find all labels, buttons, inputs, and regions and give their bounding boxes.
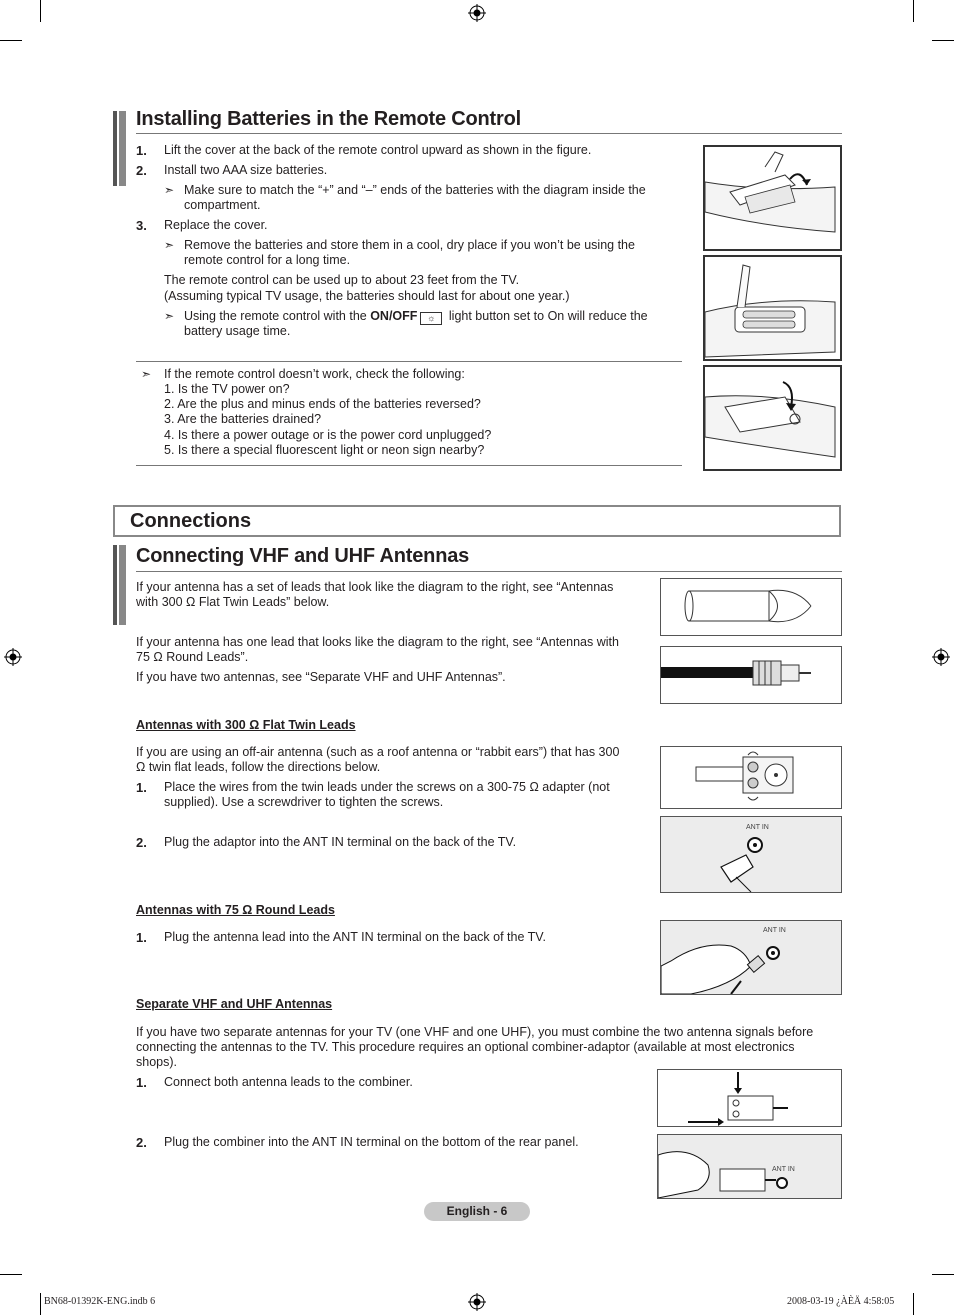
registration-mark-icon [4, 648, 22, 666]
arrow-note-icon: ➣ [164, 309, 175, 323]
crop-mark [932, 40, 954, 41]
note-text: Remove the batteries and store them in a cool, dry place if you won’t be using the [184, 238, 635, 252]
remote-cover-close-figure [703, 365, 842, 471]
title-rule [136, 571, 842, 572]
intro-text: If your antenna has one lead that looks like the diagram to the right, see “Antennas with [136, 635, 619, 649]
note-text: Make sure to match the “+” and “–” ends of the batteries with the diagram inside the [184, 183, 646, 197]
section-marker [119, 111, 126, 186]
note-text: Using the remote control with the ON/OFF ☼ light button set to On will reduce the [184, 309, 648, 323]
check-item: 3. Are the batteries drained? [164, 412, 322, 426]
adapter-ant-in-figure [660, 816, 842, 893]
body-text: connecting the antennas to the TV. This procedure requires an optional combiner-adaptor (available at most electronics [136, 1040, 795, 1054]
check-item: 1. Is the TV power on? [164, 382, 290, 396]
arrow-note-icon: ➣ [164, 238, 175, 252]
note-text: compartment. [184, 198, 261, 212]
page-number: English - 6 [424, 1202, 530, 1221]
check-rule-top [136, 361, 682, 362]
body-text: Ω twin flat leads, follow the directions below. [136, 760, 381, 774]
section-marker [119, 545, 126, 625]
step-text: Plug the antenna lead into the ANT IN terminal on the back of the TV. [164, 930, 546, 944]
step-text: Install two AAA size batteries. [164, 163, 328, 177]
check-intro: If the remote control doesn’t work, check the following: [164, 367, 465, 381]
body-text: shops). [136, 1055, 177, 1069]
intro-text: If you have two antennas, see “Separate VHF and UHF Antennas”. [136, 670, 506, 684]
section-marker [113, 545, 117, 625]
crop-mark [40, 0, 41, 22]
step-text: Replace the cover. [164, 218, 268, 232]
crop-mark [913, 1293, 914, 1315]
note-text: battery usage time. [184, 324, 291, 338]
check-item: 2. Are the plus and minus ends of the batteries reversed? [164, 397, 481, 411]
ant-in-label: ANT IN [746, 824, 769, 831]
arrow-note-icon: ➣ [141, 367, 152, 381]
note-text: remote control for a long time. [184, 253, 351, 267]
crop-mark [40, 1293, 41, 1315]
light-bulb-icon: ☼ [420, 312, 442, 325]
intro-text: with 300 Ω Flat Twin Leads” below. [136, 595, 330, 609]
remote-cover-open-figure [703, 145, 842, 251]
combiner-ant-in-figure [657, 1134, 842, 1199]
round-ant-in-figure [660, 920, 842, 995]
intro-text: If your antenna has a set of leads that look like the diagram to the right, see “Antennas [136, 580, 614, 594]
remote-batteries-figure [703, 255, 842, 361]
step-text: Lift the cover at the back of the remote control upward as shown in the figure. [164, 143, 592, 157]
intro-text: 75 Ω Round Leads”. [136, 650, 249, 664]
batteries-title: Installing Batteries in the Remote Control [136, 108, 521, 130]
step-number: 2. [136, 163, 147, 178]
crop-mark [932, 1274, 954, 1275]
combiner-figure [657, 1069, 842, 1127]
step-text: Place the wires from the twin leads under the screws on a 300-75 Ω adapter (not [164, 780, 610, 794]
title-rule [136, 133, 842, 134]
body-text: If you have two separate antennas for your TV (one VHF and one UHF), you must combine the two antenna signals before [136, 1025, 814, 1039]
body-text: If you are using an off-air antenna (such as a roof antenna or “rabbit ears”) that has 300 [136, 745, 620, 759]
flat-twin-lead-figure [660, 578, 842, 636]
check-item: 4. Is there a power outage or is the power cord unplugged? [164, 428, 492, 442]
step-text: Connect both antenna leads to the combiner. [164, 1075, 413, 1089]
antennas-title: Connecting VHF and UHF Antennas [136, 545, 470, 567]
crop-mark [0, 1274, 22, 1275]
check-rule-bottom [136, 465, 682, 466]
ant-in-label: ANT IN [763, 927, 786, 934]
range-text: The remote control can be used up to about 23 feet from the TV. [164, 273, 520, 287]
adapter-figure [660, 746, 842, 809]
round-heading: Antennas with 75 Ω Round Leads [136, 903, 335, 917]
range-text: (Assuming typical TV usage, the batteries should last for about one year.) [164, 289, 570, 303]
connections-title: Connections [130, 510, 252, 532]
step-text: Plug the combiner into the ANT IN terminal on the bottom of the rear panel. [164, 1135, 579, 1149]
slug-file: BN68-01392K-ENG.indb 6 [44, 1296, 156, 1307]
registration-mark-icon [468, 1293, 486, 1311]
ant-in-label: ANT IN [772, 1166, 795, 1173]
step-number: 1. [136, 143, 147, 158]
step-number: 3. [136, 218, 147, 233]
crop-mark [0, 40, 22, 41]
crop-mark [913, 0, 914, 22]
registration-mark-icon [932, 648, 950, 666]
step-text: supplied). Use a screwdriver to tighten the screws. [164, 795, 444, 809]
check-item: 5. Is there a special fluorescent light or neon sign nearby? [164, 443, 485, 457]
step-number: 1. [136, 780, 147, 795]
flat-heading: Antennas with 300 Ω Flat Twin Leads [136, 718, 356, 732]
registration-mark-icon [468, 4, 486, 22]
step-number: 1. [136, 1075, 147, 1090]
round-lead-figure [660, 646, 842, 704]
slug-date: 2008-03-19 ¿ÀÈÄ 4:58:05 [787, 1296, 895, 1307]
step-number: 2. [136, 1135, 147, 1150]
step-number: 2. [136, 835, 147, 850]
step-number: 1. [136, 930, 147, 945]
section-marker [113, 111, 117, 186]
arrow-note-icon: ➣ [164, 183, 175, 197]
separate-heading: Separate VHF and UHF Antennas [136, 997, 333, 1011]
step-text: Plug the adaptor into the ANT IN terminal on the back of the TV. [164, 835, 517, 849]
connections-banner [113, 505, 841, 537]
